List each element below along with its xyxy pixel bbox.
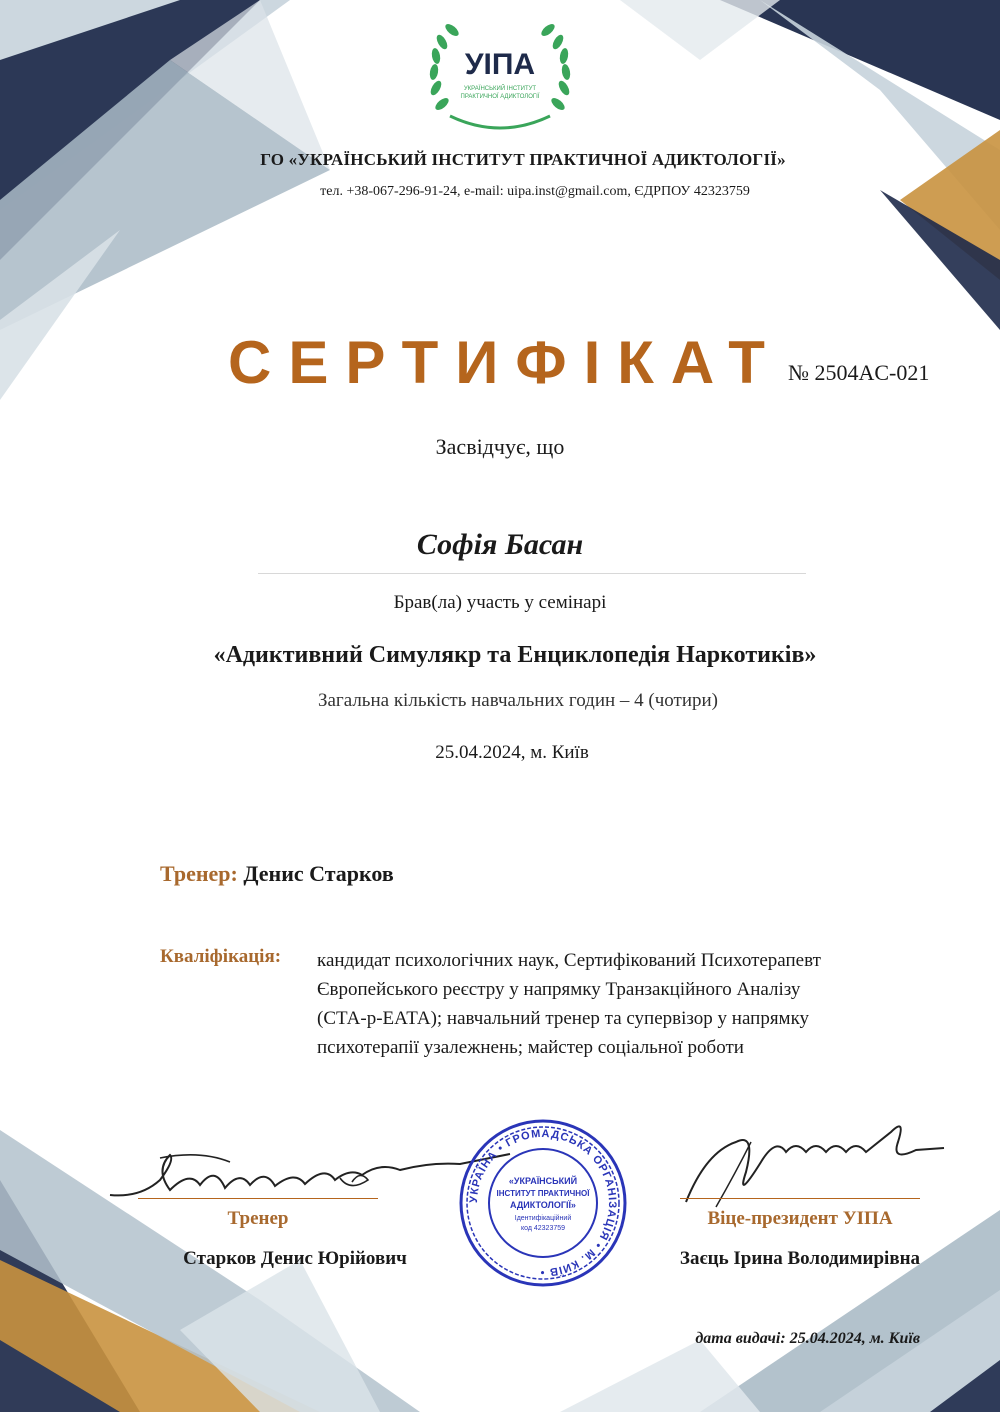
vice-president-role: Віце-президент УІПА — [707, 1208, 893, 1229]
vice-president-signature-line — [680, 1198, 920, 1199]
organization-contacts: тел. +38-067-296-91-24, e-mail: uipa.inst@gmail.com, ЄДРПОУ 42323759 — [320, 184, 750, 199]
certifies-text: Засвідчує, що — [435, 434, 565, 459]
trainer-role: Тренер — [227, 1208, 289, 1229]
logo-text: УІПА — [464, 48, 536, 81]
training-hours: Загальна кількість навчальних годин – 4 (чотири) — [317, 690, 719, 711]
svg-text:ПРАКТИЧНОЇ АДИКТОЛОГІЇ: ПРАКТИЧНОЇ АДИКТОЛОГІЇ — [460, 94, 540, 100]
trainer-signature — [100, 1140, 520, 1210]
recipient-underline — [258, 573, 806, 574]
trainer-name: Денис Старков — [243, 861, 394, 886]
qualification-line: Європейського реєстру у напрямку Транзакційного Аналізу — [317, 979, 801, 1000]
recipient-name: Софія Басан — [416, 528, 584, 561]
stamp-line: «УКРАЇНСЬКИЙ — [508, 1176, 578, 1186]
uipa-logo — [420, 12, 580, 140]
organization-name: ГО «УКРАЇНСЬКИЙ ІНСТИТУТ ПРАКТИЧНОЇ АДИКТОЛОГІЇ» — [260, 150, 786, 169]
trainer-full-name: Старков Денис Юрійович — [183, 1248, 407, 1269]
vice-president-signature — [676, 1112, 946, 1212]
organization-stamp — [458, 1118, 628, 1288]
qualification-line: психотерапії узалежнень; майстер соціальної роботи — [317, 1037, 744, 1058]
vice-president-full-name: Заєць Ірина Володимирівна — [679, 1248, 921, 1269]
stamp-line: Ідентифікаційний — [514, 1215, 572, 1222]
certificate-number: № 2504AC-021 — [788, 360, 930, 385]
stamp-ring-text: УКРАЇНА • ГРОМАДСЬКА ОРГАНІЗАЦІЯ • М. КИЇВ • — [467, 1127, 619, 1279]
stamp-line: ІНСТИТУТ ПРАКТИЧНОЇ — [496, 1189, 590, 1198]
qualification-line: кандидат психологічних наук, Сертифікований Психотерапевт — [317, 950, 821, 971]
qualification-line: (СТА-р-ЕАТА); навчальний тренер та супервізор у напрямку — [317, 1008, 810, 1029]
qualification-label: Кваліфікація: — [160, 946, 282, 967]
seminar-date-place: 25.04.2024, м. Київ — [435, 742, 589, 763]
svg-text:УКРАЇНСЬКИЙ ІНСТИТУТ: УКРАЇНСЬКИЙ ІНСТИТУТ — [463, 86, 537, 92]
qualification-text — [317, 946, 957, 1062]
participation-text: Брав(ла) участь у семінарі — [393, 592, 607, 613]
trainer-signature-line — [138, 1198, 378, 1199]
stamp-line: код 42323759 — [520, 1225, 566, 1232]
trainer-label: Тренер: — [160, 861, 238, 886]
issue-date: дата видачі: 25.04.2024, м. Київ — [695, 1330, 920, 1347]
seminar-title: «Адиктивний Симулякр та Енциклопедія Наркотиків» — [213, 642, 817, 668]
trainer-line — [160, 861, 394, 887]
stamp-line: АДИКТОЛОГІЇ» — [510, 1200, 576, 1210]
certificate-title: СЕРТИФІКАТ — [228, 329, 782, 396]
